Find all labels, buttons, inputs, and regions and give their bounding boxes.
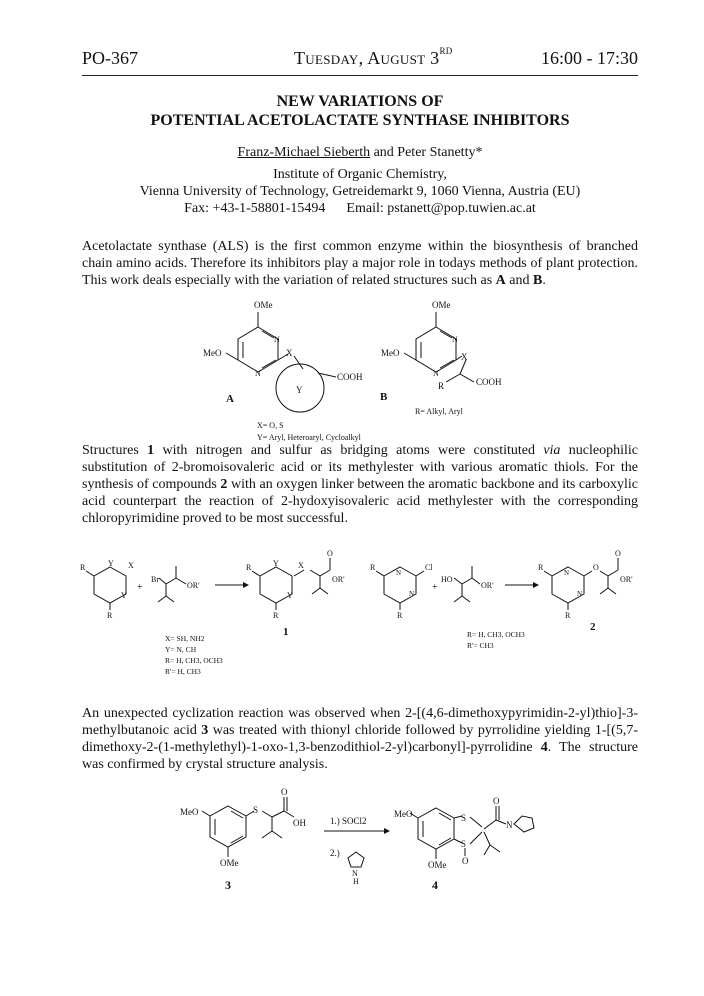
label-r: R bbox=[80, 563, 86, 572]
label-or: OR' bbox=[187, 581, 200, 590]
label-o: O bbox=[593, 563, 599, 572]
compound-2-label: 2 bbox=[590, 621, 596, 633]
label-a: A bbox=[226, 393, 234, 405]
def-x: X= O, S bbox=[257, 421, 284, 430]
label-n: N bbox=[452, 335, 458, 344]
label-n: N bbox=[564, 569, 570, 577]
label-o: O bbox=[462, 856, 469, 866]
label-cl: Cl bbox=[425, 563, 433, 572]
label-x: X bbox=[286, 348, 293, 358]
label-r: R bbox=[107, 611, 113, 620]
plus-sign: + bbox=[137, 582, 143, 593]
label-s: S bbox=[253, 805, 259, 815]
label-ome: OMe bbox=[432, 300, 451, 310]
label-oh: OH bbox=[293, 818, 306, 828]
pyrrolidine-reagent bbox=[348, 852, 364, 867]
label-ho: HO bbox=[441, 575, 453, 584]
session-time: 16:00 - 17:30 bbox=[541, 48, 638, 68]
poster-code: PO-367 bbox=[82, 48, 139, 68]
compound-4-label: 4 bbox=[432, 878, 438, 892]
label-s: S bbox=[461, 839, 467, 849]
page-title: NEW VARIATIONS OF POTENTIAL ACETOLACTATE SYNTHASE INHIBITORS bbox=[150, 93, 570, 129]
cond2-rp: R'= CH3 bbox=[467, 641, 494, 650]
label-r: R bbox=[565, 611, 571, 620]
label-cooh: COOH bbox=[337, 372, 363, 382]
label-n: N bbox=[352, 869, 358, 878]
scheme-3 bbox=[180, 787, 534, 892]
authors: Franz-Michael Sieberth and Peter Stanetty* bbox=[237, 145, 483, 160]
structure-b bbox=[380, 300, 502, 403]
label-r: R bbox=[397, 611, 403, 620]
label-n: N bbox=[506, 820, 513, 830]
label-y: Y bbox=[296, 385, 303, 395]
plus-sign: + bbox=[432, 582, 438, 593]
scheme-2-right bbox=[370, 549, 633, 650]
label-o: O bbox=[281, 787, 288, 797]
label-s: S bbox=[461, 813, 467, 823]
affiliation: Institute of Organic Chemistry, Vienna University of Technology, Getreidemarkt 9, 1060 Vienna, Austria (EU) Fax: +43-1-58801-15494 Email: pstanett@pop.tuwien.ac.at bbox=[139, 167, 581, 216]
label-n: N bbox=[396, 569, 402, 577]
pyrimidine-ring-a bbox=[238, 327, 278, 372]
label-r: R bbox=[538, 563, 544, 572]
compound-3-label: 3 bbox=[225, 878, 231, 892]
cond1-rp: R'= H, CH3 bbox=[165, 667, 201, 676]
label-n: N bbox=[409, 590, 415, 598]
cond1-y: Y= N, CH bbox=[165, 645, 197, 654]
cond1-x: X= SH, NH2 bbox=[165, 634, 205, 643]
label-h: H bbox=[353, 877, 359, 886]
label-ome: OMe bbox=[428, 860, 447, 870]
label-b: B bbox=[380, 391, 388, 403]
paragraph-synthesis: Structures 1 with nitrogen and sulfur as bridging atoms were constituted via nucleophilic substitution of 2-bromoisovaleric acid or its methylester with various aromatic thiols. For the synthesis of compounds 2 with an oxygen linker between the aromatic backbone and its carboxylic acid counterpart the reaction of 2-hydoxyisovaleric acid methylester with the corresponding chloropyrimidine proved to be most successful. bbox=[82, 443, 638, 526]
label-x: X bbox=[461, 352, 468, 362]
label-r: R bbox=[370, 563, 376, 572]
label-x: X bbox=[298, 561, 304, 570]
structure-a bbox=[203, 300, 363, 412]
label-r: R bbox=[438, 381, 445, 391]
scheme-2-left bbox=[80, 549, 345, 676]
compound-1-label: 1 bbox=[283, 626, 289, 638]
label-y: Y bbox=[273, 559, 279, 568]
label-meo: MeO bbox=[381, 348, 400, 358]
def-r: R= Alkyl, Aryl bbox=[415, 407, 463, 416]
label-r: R bbox=[273, 611, 279, 620]
def-y: Y= Aryl, Heteroaryl, Cycloalkyl bbox=[257, 433, 361, 442]
pyrrolidine-ring bbox=[514, 816, 534, 832]
paragraph-intro: Acetolactate synthase (ALS) is the first common enzyme within the biosynthesis of branched chain amino acids. Therefore its inhibitors play a major role in todays methods of plant protection. This work deals especially with the variation of related structures such as A and B. bbox=[82, 239, 638, 288]
label-or: OR' bbox=[620, 575, 633, 584]
label-or: OR' bbox=[332, 575, 345, 584]
cond1-r: R= H, CH3, OCH3 bbox=[165, 656, 223, 665]
label-meo: MeO bbox=[394, 809, 413, 819]
step-2: 2.) bbox=[330, 848, 340, 858]
label-r: R bbox=[246, 563, 252, 572]
label-y: Y bbox=[287, 591, 293, 600]
label-y: Y bbox=[121, 591, 127, 600]
label-cooh: COOH bbox=[476, 377, 502, 387]
paragraph-cyclization: An unexpected cyclization reaction was observed when 2-[(4,6-dimethoxypyrimidin-2-yl)thio]-3-methylbutanoic acid 3 was treated with thionyl chloride followed by pyrrolidine yielding 1-[(5,7-dimethoxy-2-(1-methylethyl)-1-oxo-1,3-benzodithiol-2-yl)carbonyl]-pyrrolidine 4. The structure was confirmed by crystal structure analysis. bbox=[82, 706, 638, 772]
label-x: X bbox=[128, 561, 134, 570]
cond2-r: R= H, CH3, OCH3 bbox=[467, 630, 525, 639]
label-or: OR' bbox=[481, 581, 494, 590]
label-n: N bbox=[577, 590, 583, 598]
label-ome: OMe bbox=[220, 858, 239, 868]
label-meo: MeO bbox=[180, 807, 199, 817]
label-o: O bbox=[493, 796, 500, 806]
label-ome: OMe bbox=[254, 300, 273, 310]
label-n: N bbox=[274, 335, 280, 344]
step-1: 1.) SOCl2 bbox=[330, 816, 367, 826]
label-br: Br bbox=[151, 575, 159, 584]
label-o: O bbox=[327, 549, 333, 558]
session-day: Tuesday, August 3RD bbox=[294, 46, 453, 68]
label-y: Y bbox=[108, 559, 114, 568]
pyrimidine-ring-b bbox=[416, 327, 456, 372]
label-n: N bbox=[433, 369, 439, 378]
label-o: O bbox=[615, 549, 621, 558]
label-n: N bbox=[255, 369, 261, 378]
label-meo: MeO bbox=[203, 348, 222, 358]
